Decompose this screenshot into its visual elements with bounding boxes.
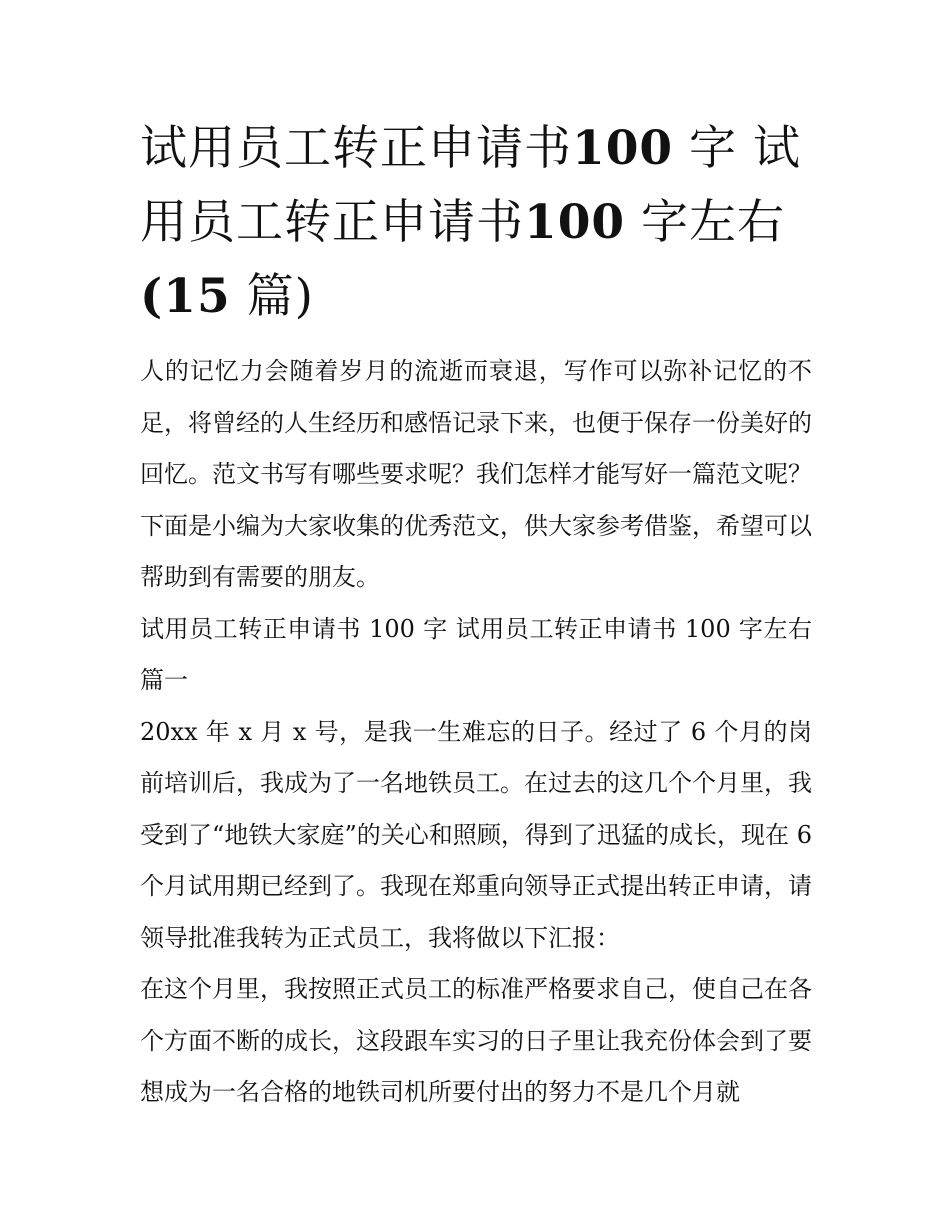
title-number-2: 100 xyxy=(524,195,626,250)
title-count-suffix: 篇) xyxy=(230,269,314,324)
intro-paragraph: 人的记忆力会随着岁月的流逝而衰退，写作可以弥补记忆的不足，将曾经的人生经历和感悟记录下来，也便于保存一份美好的回忆。范文书写有哪些要求呢？我们怎样才能写好一篇范文呢？下面是小编为大家收集的优秀范文，供大家参考借鉴，希望可以帮助到有需要的朋友。 xyxy=(140,357,812,591)
document-title xyxy=(140,112,812,334)
body-paragraph-1: 20xx 年 x 月 x 号，是我一生难忘的日子。经过了 6 个月的岗前培训后，我成为了一名地铁员工。在过去的这几个个月里，我受到了“地铁大家庭”的关心和照顾，得到了迅猛的成长，现在 6 个月试用期已经到了。我现在郑重向领导正式提出转正申请，请领导批准我转为正式员工，我将做以下汇报： xyxy=(140,717,812,952)
title-text-1: 试用员工转正申请书 xyxy=(140,121,572,176)
body-paragraph-2: 在这个月里，我按照正式员工的标准严格要求自己，使自己在各个方面不断的成长，这段跟车实习的日子里让我充份体会到了要想成为一名合格的地铁司机所要付出的努力不是几个月就 xyxy=(140,975,812,1106)
section-heading: 试用员工转正申请书 100 字 试用员工转正申请书 100 字左右篇一 xyxy=(140,614,812,694)
document-page xyxy=(140,112,812,1119)
title-number-1: 100 xyxy=(572,121,674,176)
title-text-3: 字左右 xyxy=(625,195,786,250)
title-text-2: 字 试用员工转正申请书 xyxy=(140,121,801,250)
title-count-number: (15 xyxy=(140,269,231,324)
